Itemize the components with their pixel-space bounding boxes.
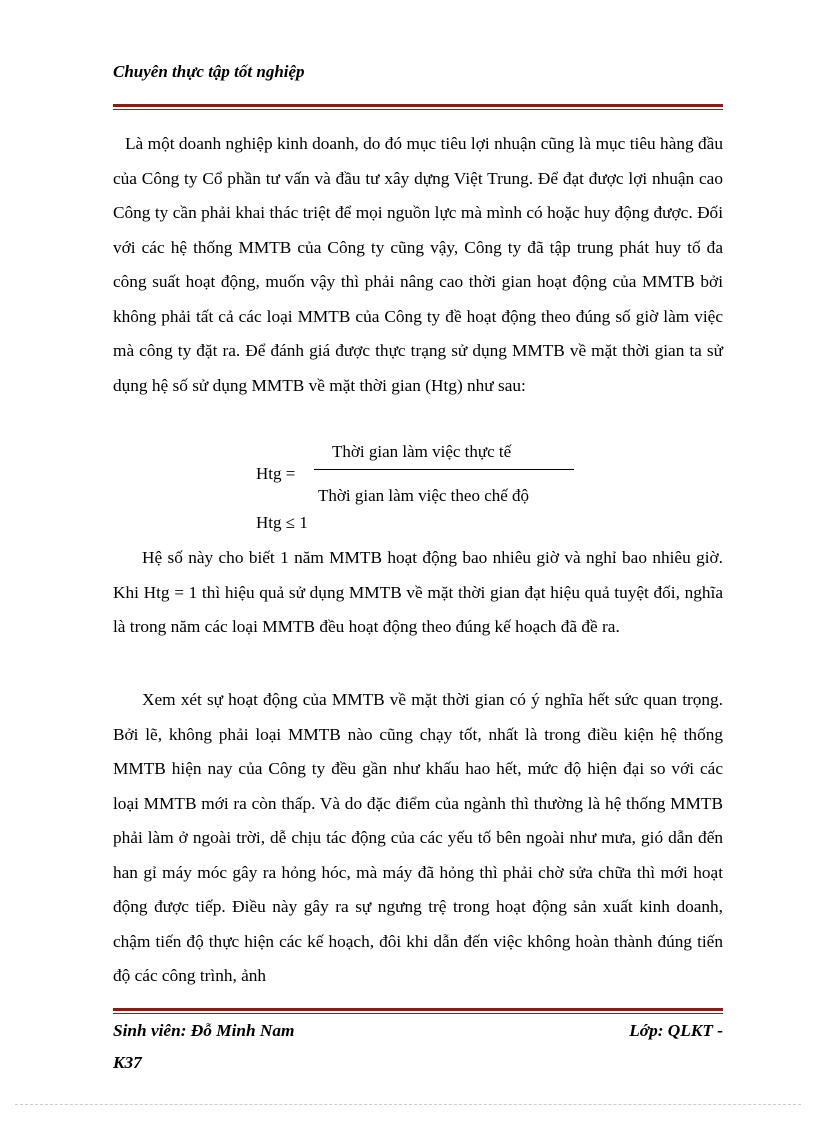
paragraph-2: Hệ số này cho biết 1 năm MMTB hoạt động bao nhiêu giờ và nghỉ bao nhiêu giờ. Khi Htg = 1 thì hiệu quả sử dụng MMTB về mặt thời gian đạt hiệu quả tuyệt đối, nghĩa là trong năm các loại MMTB đều hoạt động theo đúng kế hoạch đã đề ra. [113, 548, 723, 636]
footer-rule-thin [113, 1013, 723, 1014]
footer-rule [113, 1008, 723, 1014]
formula-condition: Htg ≤ 1 [256, 513, 308, 532]
footer-class-cont: K37 [113, 1053, 142, 1072]
paragraph-3: Xem xét sự hoạt động của MMTB về mặt thời gian có ý nghĩa hết sức quan trọng. Bởi lẽ, không phải loại MMTB nào cũng chạy tốt, nhất là trong điều kiện hệ thống MMTB hiện nay của Công ty đều gần như khấu hao hết, mức độ hiện đại so với các loại MMTB mới ra còn thấp. Và do đặc điểm của ngành thì thường là hệ thống MMTB phải làm ở ngoài trời, dễ chịu tác động của các yếu tố bên ngoài như mưa, gió dẫn đến han gỉ máy móc gây ra hỏng hóc, mà máy đã hỏng thì phải chờ sửa chữa thì mới hoạt động được tiếp. Điều này gây ra sự ngưng trệ trong hoạt động sản xuất kinh doanh, chậm tiến độ thực hiện các kế hoạch, đôi khi dẫn đến việc không hoàn thành đúng tiến độ các công trình, ảnh [113, 690, 723, 985]
footer-student: Sinh viên: Đỗ Minh Nam [113, 1021, 295, 1040]
footer-rule-thick [113, 1008, 723, 1011]
page-footer [113, 1015, 723, 1079]
footer-class: Lớp: QLKT - [629, 1021, 723, 1040]
header-rule-thick [113, 104, 723, 107]
htg-formula [256, 436, 586, 536]
fraction-bar [314, 469, 574, 470]
formula-denominator: Thời gian làm việc theo chế độ [318, 486, 530, 505]
page-bottom-dotted-border [15, 1104, 801, 1105]
header-rule-thin [113, 109, 723, 110]
header-rule [113, 104, 723, 110]
page-header-title: Chuyên thực tập tốt nghiệp [113, 62, 305, 81]
paragraph-1: Là một doanh nghiệp kinh doanh, do đó mục tiêu lợi nhuận cũng là mục tiêu hàng đầu của Công ty Cổ phần tư vấn và đầu tư xây dựng Việt Trung. Để đạt được lợi nhuận cao Công ty cần phải khai thác triệt để mọi nguồn lực mà mình có hoặc huy động được. Đối với các hệ thống MMTB của Công ty cũng vậy, Công ty đã tập trung phát huy tố đa công suất hoạt động, muốn vậy thì phải nâng cao thời gian hoạt động của MMTB bởi không phải tất cả các loại MMTB của Công ty đề hoạt động theo đúng số giờ làm việc mà công ty đặt ra. Để đánh giá được thực trạng sử dụng MMTB về mặt thời gian ta sử dụng hệ số sử dụng MMTB về mặt thời gian (Htg) như sau: [113, 134, 723, 395]
formula-numerator: Thời gian làm việc thực tế [332, 442, 512, 461]
formula-lhs: Htg = [256, 464, 296, 483]
